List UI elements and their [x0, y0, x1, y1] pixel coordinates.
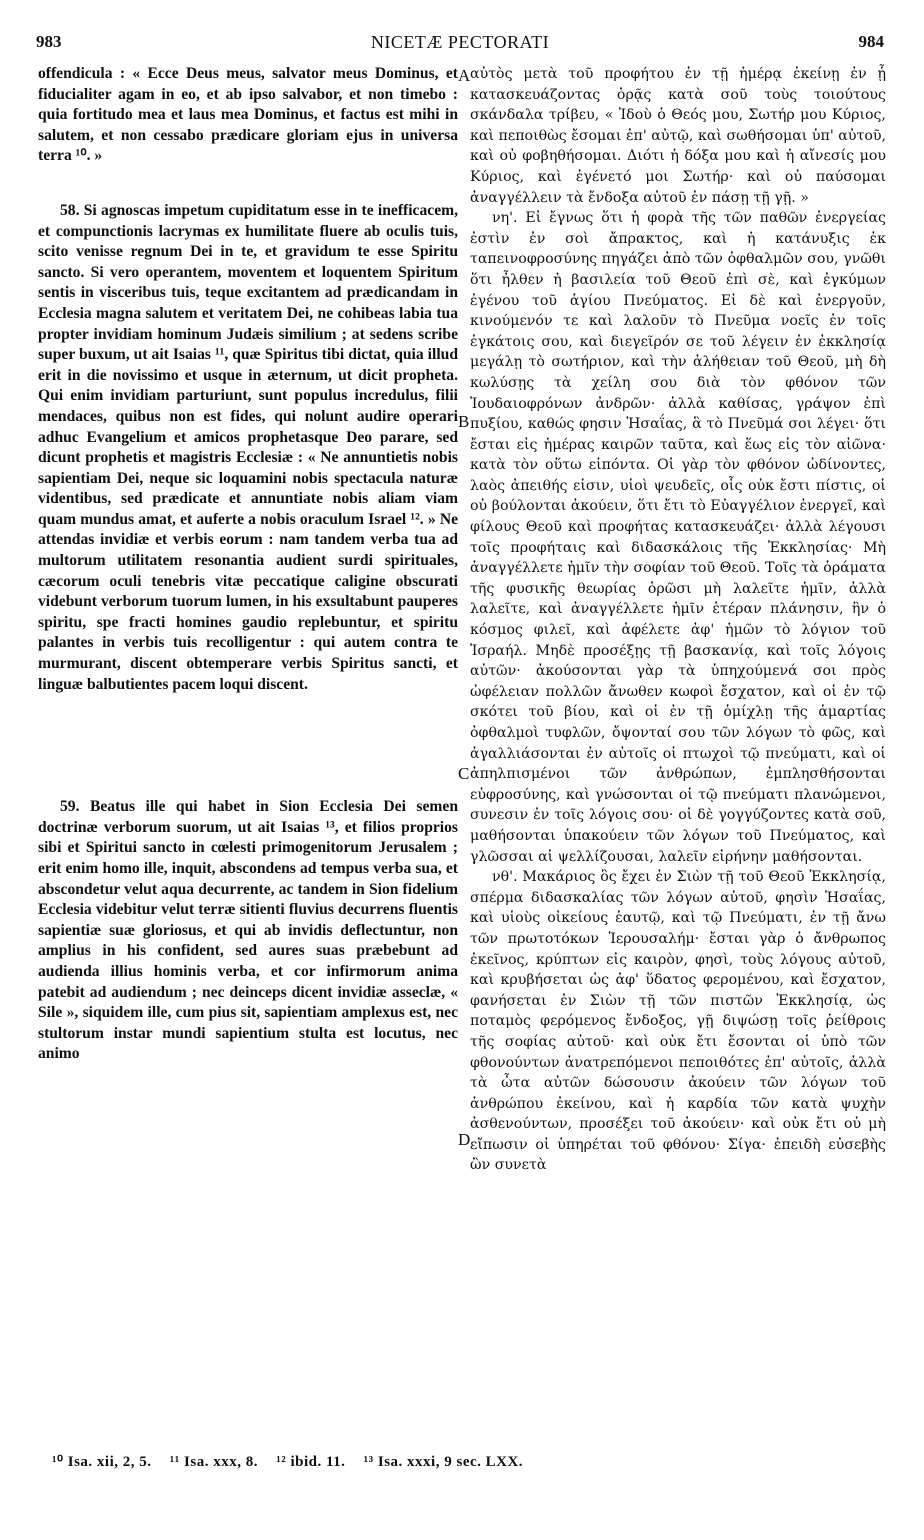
latin-paragraph-58: 58. Si agnoscas impetum cupiditatum esse in te inefficacem, et compunctionis lacrymas ex humilitate fluere ab oculis tuis, scito venisse regnum Dei in te, et gravidum te esse Spiritu sancto. Si vero operantem, moventem et loquentem Spiritum sentis in visceribus tuis, teque excitantem ad prædicandam in Ecclesia magna salutem et veritatem Dei, ne cohibeas labia tua propter invidiam hominum Judæis similium ; at sedens scribe super buxum, ut ait Isaias ¹¹, quæ Spiritus tibi dictat, quia illud erit in die novissimo et usque in æternum, ut dicit propheta. Qui enim invidiam parturiunt, sunt populus incredulus, filii mendaces, quibus non est fides, qui nolunt audire operari adhuc Evangelium et amicos prophetasque Deo parare, sed dicunt prophetis et magistris Ecclesiæ : « Ne annuntietis nobis sapientiam Dei, neque sic loquamini nobis spectacula naturæ videntibus, sed prædicate et annuntiate nobis aliam viam quam mundus amat, et auferte a nobis oraculum Israel ¹². » Ne attendas invidiæ et verbis eorum : nam tandem verba tua ad multorum utilitatem resonantia audient surdi spirituales, cæcorum oculi tenebris vitæ peccatique caligine obscurati videbunt verborum tuorum lumen, in his exsultabunt pauperes spiritu, spe fracti homines gaudio replebuntur, et spiritu palantes in verbis tuis recolligentur : qui autem contra te murmurant, discent obtemperare verbis Spiritus sancti, et linguæ balbutientes pacem loqui discent.: [38, 201, 458, 693]
latin-column: [38, 64, 458, 1065]
running-header: [36, 32, 884, 58]
footnote-10: ¹⁰ Isa. xii, 2, 5.: [52, 1454, 152, 1470]
footnote-13: ¹³ Isa. xxxi, 9 sec. LXX.: [363, 1454, 524, 1470]
footnote-12: ¹² ibid. 11.: [276, 1454, 346, 1470]
latin-paragraph-57-end: offendicula : « Ecce Deus meus, salvator meus Dominus, et fiducialiter agam in eo, et ab ipso salvabor, et non timebo : quia fortitudo mea et laus mea Dominus, et factus est mihi in salutem, et non cessabo prædicare gloriam ejus in universa terra ¹⁰. »: [38, 65, 458, 165]
greek-paragraph-59: νθ'. Μακάριος ὃς ἔχει ἐν Σιὼν τῇ τοῦ Θεοῦ Ἐκκλησίᾳ, σπέρμα διδασκαλίας τῶν λόγων αὐτοῦ, φησὶν Ἡσαΐας, καὶ υἱοὺς οἰκείους ἑαυτῷ, καὶ τῷ Πνεύματι, ἐν τῇ ἄνω τῶν πρωτοτόκων Ἱερουσαλήμ· ἔσται γὰρ ὁ ἄνθρωπος ἐκεῖνος, κρύπτων εἰς καιρὸν, φησὶ, τοὺς λόγους αὐτοῦ, καὶ κρυβήσεται ὡς ἀφ' ὕδατος φερομένου, καὶ ἔσχατον, φανήσεται ἐν Σιὼν τῇ τῶν πιστῶν Ἐκκλησίᾳ, ὡς ποταμὸς φερόμενος ἔνδοξος, γῇ διψώσῃ τοῖς ῥείθροις τῆς σοφίας αὐτοῦ· καὶ οὐκ ἔτι ἔσονται οἱ ὑπὸ τῶν φθονούντων ἀνατρεπόμενοι πεποιθότες ἐπ' αὐτοῖς, ἀλλὰ τὰ ὦτα αὐτῶν δώσουσιν ἀκούειν τῶν λόγων τοῦ ἀνθρώπου ἐκείνου, καὶ ἡ καρδία τῶν κατὰ ψυχὴν ἀσθενούντων, προσέξει τοῦ ἀκούειν· καὶ οὐκ ἔτι οὐ μὴ εἴπωσιν οἱ ὑπηρέται τοῦ φθόνου· Σίγα· ἐπειδὴ εὐσεβὴς ὢν συνετὰ: [470, 869, 886, 1174]
footnotes: [52, 1452, 884, 1471]
greek-paragraph-57-end: αὐτὸς μετὰ τοῦ προφήτου ἐν τῇ ἡμέρᾳ ἐκείνῃ ἐν ᾗ κατασκευάζοντας ὁρᾷς κατὰ σοῦ τοὺς τοιούτους σκάνδαλα τρίβευ, « Ἰδοὺ ὁ Θεός μου, Σωτήρ μου Κύριος, καὶ πεποιθὼς ἔσομαι ἐπ' αὐτῷ, καὶ σωθήσομαι ὑπ' αὐτοῦ, καὶ οὐ φοβηθήσομαι. Διότι ἡ δόξα μου καὶ ἡ αἴνεσίς μου Κύριος, καὶ ἐγένετό μοι Σωτήρ· καὶ οὐ παύσομαι ἀναγγέλλειν τὰ ἔνδοξα αὐτοῦ ἐν πάσῃ τῇ γῇ. »: [470, 66, 886, 206]
left-page-number: 983: [36, 32, 62, 51]
right-page-number: 984: [858, 32, 884, 51]
margin-letter-c: C: [458, 764, 470, 783]
latin-paragraph-59: 59. Beatus ille qui habet in Sion Ecclesia Dei semen doctrinæ verborum suorum, ut ait Isaias ¹³, et filios proprios sibi et Spiritui sancto in cœlesti primogenitorum Jerusalem ; erit enim homo ille, inquit, abscondens ad tempus verba sua, et abscondetur velut aqua decurrente, ac tandem in Sion fidelium Ecclesia videbitur velut terræ sitienti fluvius decurrens fluentis sapientiæ suæ gloriosus, et qui ab invidis deflectuntur, non amplius in his confident, sed aures suas præbebunt ad audienda illius hominis verba, et cor infirmorum anima patebit ad audiendum ; nec deinceps dicent invidiæ asseclæ, « Sile », siquidem ille, cum pius sit, sapientiam amplexus est, nec stultorum instar mundi sapientium stulta est locutus, nec animo: [38, 798, 458, 1063]
greek-column: [470, 64, 886, 1176]
margin-letter-b: B: [458, 412, 470, 431]
greek-paragraph-58: νη'. Εἰ ἔγνως ὅτι ἡ φορὰ τῆς τῶν παθῶν ἐνεργείας ἐστὶν ἐν σοὶ ἄπρακτος, καὶ ἡ κατάνυξις ἐκ ταπεινοφροσύνης πηγάζει ἀπὸ τῶν ὀφθαλμῶν σου, γνῶθι ὅτι ἦλθεν ἡ βασιλεία τοῦ Θεοῦ ἐπὶ σὲ, καὶ ἐγκύμων ἐγένου τοῦ ἁγίου Πνεύματος. Εἰ δὲ καὶ ἐνεργοῦν, κινούμενόν τε καὶ λαλοῦν τὸ Πνεῦμα νοεῖς ἐν τοῖς ἐγκάτοις σου, καὶ διεγεῖρόν σε τοῦ λέγειν ἐν ἐκκλησίᾳ μεγάλῃ τὸ σωτήριον, καὶ τὴν ἀλήθειαν τοῦ Θεοῦ, μὴ δὴ κωλύσῃς τὰ χείλη σου διὰ τὸν φθόνον τῶν Ἰουδαιοφρόνων ἀνδρῶν· ἀλλὰ καθίσας, γράψον ἐπὶ πυξίου, καθώς φησιν Ἡσαΐας, ἃ τὸ Πνεῦμά σοι λέγει· ὅτι ἔσται εἰς ἡμέρας καιρῶν ταῦτα, καὶ ἕως εἰς τὸν αἰῶνα· κατὰ τὸν οὕτω εἰπόντα. Οἱ γὰρ τὸν φθόνον ὠδίνοντες, λαὸς ἀπειθής εἰσιν, υἱοὶ ψευδεῖς, οἷς οὐκ ἔστι πίστις, οἱ οὐ βούλονται ἀκούειν, ὅτι ἔτι τὸ Εὐαγγέλιον ἐνεργεῖ, καὶ φίλους Θεοῦ καὶ προφήτας κατασκευάζει· ἀλλὰ λέγουσι τοῖς προφήταις καὶ διδασκάλοις τῆς Ἐκκλησίας· Μὴ ἀναγγέλλετε ἡμῖν τὴν σοφίαν τοῦ Θεοῦ. Τοῖς τὰ ὁράματα τῆς φυσικῆς θεωρίας ὁρῶσι μὴ λαλεῖτε ἡμῖν, ἀλλὰ λαλεῖτε, καὶ ἀναγγέλλετε ἡμῖν ἑτέραν πλάνησιν, ἣν ὁ κόσμος φιλεῖ, καὶ ἀφέλετε ἀφ' ἡμῶν τὸ λόγιον τοῦ Ἰσραήλ. Μηδὲ προσέξῃς τῇ βασκανίᾳ, καὶ τοῖς λόγοις αὐτῶν· ἀκούσονται γὰρ τὰ ὑπηχούμενά σοι πρὸς ὠφέλειαν πολλῶν ἄνωθεν κωφοὶ ἔσχατον, καὶ οἱ ἐν τῷ σκότει τοῦ βίου, καὶ οἱ ἐν τῇ ὁμίχλῃ τῆς ἁμαρτίας ὀφθαλμοὶ τυφλῶν, ὄψονταί σου τῶν λόγων τὸ φῶς, καὶ ἀγαλλιάσονται ἐν αὐτοῖς οἱ πτωχοὶ τῷ πνεύματι, καὶ οἱ ἀπηλπισμένοι τῶν ἀνθρώπων, ἐμπλησθήσονται εὐφροσύνης, καὶ γνώσονται οἱ τῷ πνεύματι πλανώμενοι, συνεσιν ἐν τοῖς λόγοις σου· οἱ δὲ γογγύζοντες κατὰ σοῦ, μαθήσονται ὑπακούειν τῶν λόγων τοῦ Πνεύματος, καὶ γλῶσσαι αἱ ψελλίζουσαι, λαλεῖν εἰρήνην μαθήσονται.: [470, 210, 886, 865]
running-title: NICETÆ PECTORATI: [370, 32, 550, 52]
margin-letter-a: A: [458, 66, 471, 85]
margin-letter-d: D: [458, 1130, 471, 1149]
footnote-11: ¹¹ Isa. xxx, 8.: [169, 1454, 258, 1470]
